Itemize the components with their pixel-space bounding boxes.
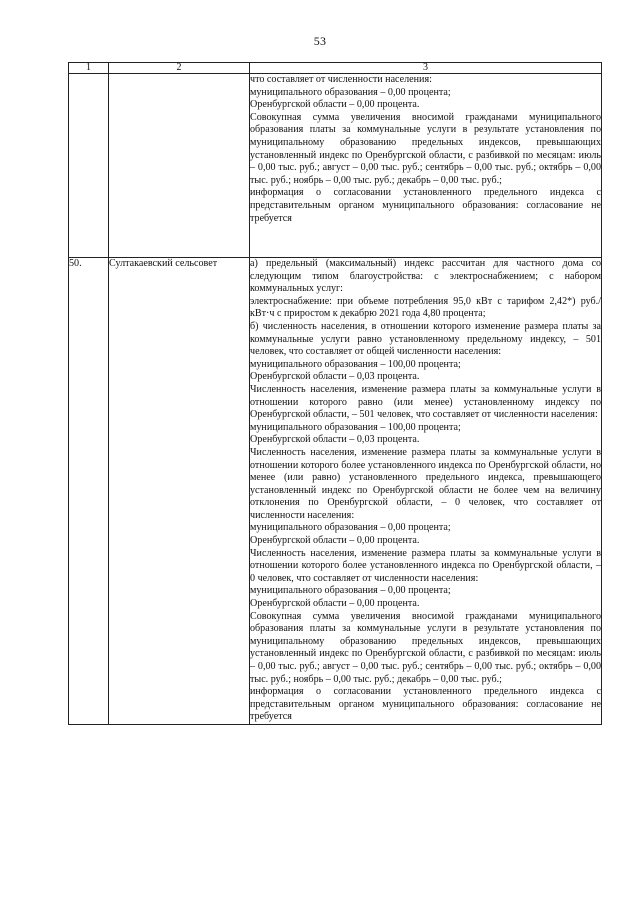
content-paragraph: что составляет от численности населения: [250, 74, 432, 85]
page-number: 53 [313, 34, 327, 48]
content-paragraph: Оренбургской области – 0,00 процента. [250, 99, 420, 111]
content-paragraph: муниципального образования – 0,00 процента; [250, 86, 451, 98]
municipality-name [109, 74, 250, 258]
document-table [68, 62, 602, 725]
content-paragraph: Оренбургской области – 0,00 процента. [250, 598, 420, 610]
row-content [250, 74, 602, 258]
content-paragraph: Численность населения, изменение размера платы за коммунальные услуги в отношении которого равно (или менее) установленному индексу по Оренбургской области, – 501 человек, что составляет от численности населения: [250, 383, 601, 421]
content-paragraph: муниципального образования – 100,00 процента; [250, 358, 461, 370]
content-paragraph: Численность населения, изменение размера платы за коммунальные услуги в отношении которого более установленного индекса по Оренбургской области, но менее (или равно) установленного предельного индекса, превышающего установленный индекс по Оренбургской области не более чем на величину отклонения по Оренбургской области, – 0 человек, что составляет от численности населения: [250, 446, 601, 521]
table-row [69, 258, 602, 725]
content-paragraph: Совокупная сумма увеличения вносимой гражданами муниципального образования платы за коммунальные услуги в результате установления по муниципальному образованию предельных индексов, превышающих установленный индекс по Оренбургской области, с разбивкой по месяцам: июль – 0,00 тыс. руб.; август – 0,00 тыс. руб.; сентябрь – 0,00 тыс. руб.; октябрь – 0,00 тыс. руб.; ноябрь – 0,00 тыс. руб.; декабрь – 0,00 тыс. руб.; [250, 111, 601, 186]
header-col-1: 1 [69, 63, 109, 74]
content-paragraph: информация о согласовании установленного предельного индекса с представительным органом муниципального образования: согласование не требуется [250, 686, 601, 723]
content-paragraph: Оренбургской области – 0,03 процента. [250, 434, 420, 446]
municipality-name: Султакаевский сельсовет [109, 258, 250, 725]
row-number: 50. [69, 258, 109, 725]
content-paragraph: Совокупная сумма увеличения вносимой гражданами муниципального образования платы за коммунальные услуги в результате установления по муниципальному образованию предельных индексов, превышающих установленный индекс по Оренбургской области, с разбивкой по месяцам: июль – 0,00 тыс. руб.; август – 0,00 тыс. руб.; сентябрь – 0,00 тыс. руб.; октябрь – 0,00 тыс. руб.; ноябрь – 0,00 тыс. руб.; декабрь – 0,00 тыс. руб.; [250, 610, 601, 685]
content-paragraph: муниципального образования – 100,00 процента; [250, 421, 461, 433]
content-paragraph: Оренбургской области – 0,03 процента. [250, 371, 420, 383]
table-row [69, 74, 602, 258]
table-header-row [69, 63, 602, 74]
content-paragraph: Оренбургской области – 0,00 процента. [250, 535, 420, 547]
content-paragraph: информация о согласовании установленного предельного индекса с представительным органом муниципального образования: согласование не требуется [250, 187, 601, 224]
content-paragraph: муниципального образования – 0,00 процента; [250, 522, 451, 534]
content-paragraph: Численность населения, изменение размера платы за коммунальные услуги в отношении которого более установленного индекса по Оренбургской области, – 0 человек, что составляет от численности населения: [250, 547, 601, 584]
header-col-3: 3 [250, 63, 602, 74]
row-content [250, 258, 602, 725]
row-number [69, 74, 109, 258]
header-col-2: 2 [109, 63, 250, 74]
content-paragraph: электроснабжение: при объеме потребления 95,0 кВт с тарифом 2,42*) руб./кВт·ч с приростом к декабрю 2021 года 4,80 процента; [250, 295, 601, 320]
content-paragraph: б) численность населения, в отношении которого изменение размера платы за коммунальные услуги равно установленному предельному индексу, – 501 человек, что составляет от общей численности населения: [250, 320, 601, 358]
content-paragraph: а) предельный (максимальный) индекс рассчитан для частного дома со следующим типом благоустройства: с электроснабжением; с набором коммунальных услуг: [250, 258, 601, 295]
content-paragraph: муниципального образования – 0,00 процента; [250, 585, 451, 597]
